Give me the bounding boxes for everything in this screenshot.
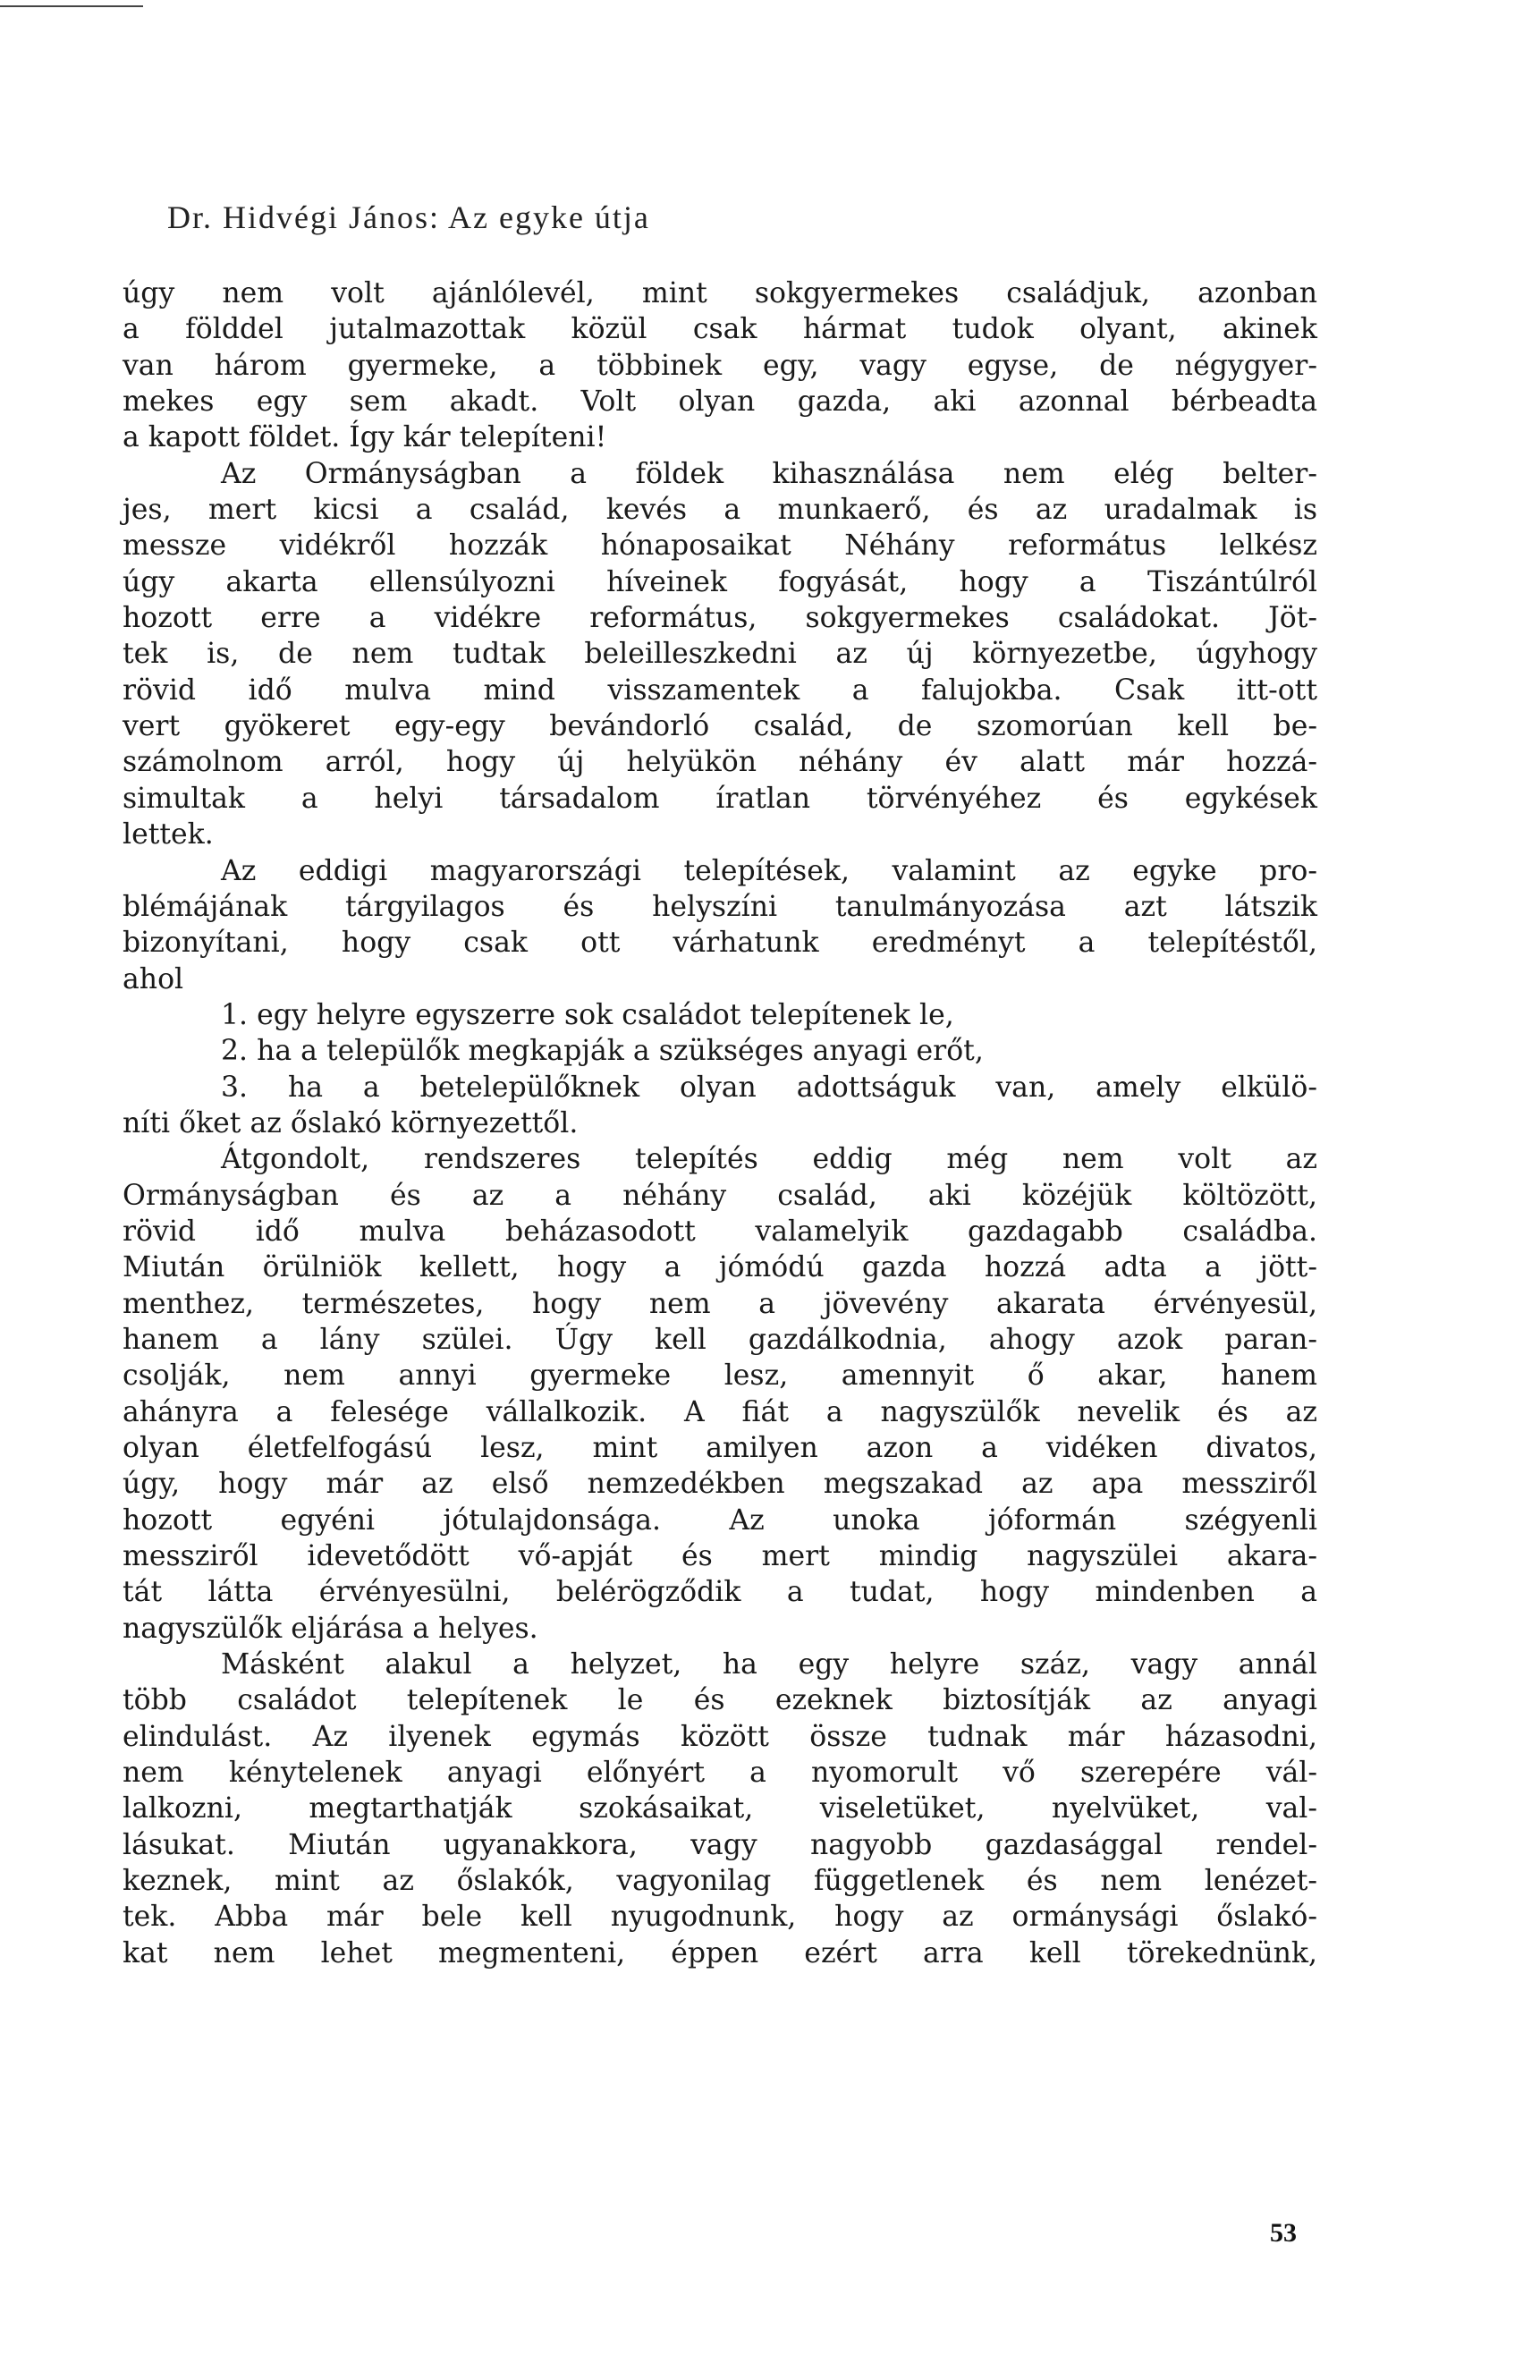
text-line: 3. ha a betelepülőknek olyan adottságuk van, amely elkülö-	[221, 1071, 1317, 1104]
text-line: rövid idő mulva mind visszamentek a falujokba. Csak itt-ott	[123, 673, 1317, 707]
text-line: Miután örülniök kellett, hogy a jómódú gazda hozzá adta a jött-	[123, 1251, 1317, 1284]
top-rule	[0, 5, 143, 7]
running-header: Dr. Hidvégi János: Az egyke útja	[167, 199, 650, 235]
text-line: Az eddigi magyarországi telepítések, valamint az egyke pro-	[221, 854, 1317, 887]
text-line: Ormányságban és az a néhány család, aki közéjük költözött,	[123, 1179, 1317, 1212]
text-line: úgy akarta ellensúlyozni híveinek fogyását, hogy a Tiszántúlról	[123, 565, 1317, 598]
text-line: nem kénytelenek anyagi előnyért a nyomorult vő szerepére vál-	[123, 1757, 1317, 1790]
text-line: Átgondolt, rendszeres telepítés eddig még nem volt az	[221, 1143, 1317, 1176]
text-line: olyan életfelfogású lesz, mint amilyen azon a vidéken divatos,	[123, 1432, 1317, 1464]
text-line: mekes egy sem akadt. Volt olyan gazda, aki azonnal bérbeadta	[123, 385, 1317, 419]
text-line: több családot telepítenek le és ezeknek biztosítják az anyagi	[123, 1684, 1317, 1717]
text-line: elindulást. Az ilyenek egymás között össze tudnak már házasodni,	[123, 1720, 1317, 1753]
text-line: hozott erre a vidékre református, sokgyermekes családokat. Jöt-	[123, 602, 1317, 635]
text-line: rövid idő mulva beházasodott valamelyik gazdagabb családba.	[123, 1215, 1317, 1248]
text-line: blémájának tárgyilagos és helyszíni tanulmányozása azt látszik	[123, 890, 1317, 923]
text-line: ahol	[123, 962, 184, 995]
text-line: messze vidékről hozzák hónaposaikat Néhány református lelkész	[123, 529, 1317, 563]
text-line: Az Ormányságban a földek kihasználása nem elég belter-	[221, 457, 1317, 490]
text-line: níti őket az őslakó környezettől.	[123, 1106, 579, 1139]
text-line: menthez, természetes, hogy nem a jövevény akarata érvényesül,	[123, 1287, 1317, 1320]
text-line: tek. Abba már bele kell nyugodnunk, hogy az ormánysági őslakó-	[123, 1901, 1317, 1934]
text-line: bizonyítani, hogy csak ott várhatunk eredményt a telepítéstől,	[123, 927, 1317, 960]
text-line: simultak a helyi társadalom íratlan törvényéhez és egykések	[123, 782, 1317, 815]
text-line: Másként alakul a helyzet, ha egy helyre száz, vagy annál	[221, 1648, 1317, 1681]
body-text	[123, 275, 1317, 1971]
text-line: úgy nem volt ajánlólevél, mint sokgyermekes családjuk, azonban	[123, 277, 1317, 309]
text-line: jes, mert kicsi a család, kevés a munkaerő, és az uradalmak is	[123, 494, 1317, 527]
text-line: a földdel jutalmazottak közül csak hármat tudok olyant, akinek	[123, 313, 1317, 346]
text-line: 2. ha a települők megkapják a szükséges anyagi erőt,	[221, 1035, 984, 1068]
text-line: lalkozni, megtarthatják szokásaikat, viseletüket, nyelvüket, val-	[123, 1792, 1317, 1825]
text-line: 1. egy helyre egyszerre sok családot telepítenek le,	[221, 998, 954, 1031]
text-line: csolják, nem annyi gyermeke lesz, amennyit ő akar, hanem	[123, 1359, 1317, 1393]
text-line: tát látta érvényesülni, belérögződik a tudat, hogy mindenben a	[123, 1576, 1317, 1609]
text-line: keznek, mint az őslakók, vagyonilag függetlenek és nem lenézet-	[123, 1865, 1317, 1898]
text-line: vert gyökeret egy-egy bevándorló család, de szomorúan kell be-	[123, 710, 1317, 743]
text-line: messziről idevetődött vő-apját és mert mindig nagyszülei akara-	[123, 1540, 1317, 1573]
text-line: van három gyermeke, a többinek egy, vagy egyse, de négygyer-	[123, 349, 1317, 382]
page-number: 53	[1270, 2218, 1297, 2248]
text-line: úgy, hogy már az első nemzedékben megszakad az apa messziről	[123, 1468, 1317, 1501]
text-line: tek is, de nem tudtak beleilleszkedni az új környezetbe, úgyhogy	[123, 638, 1317, 671]
text-line: a kapott földet. Így kár telepíteni!	[123, 421, 607, 454]
text-line: kat nem lehet megmenteni, éppen ezért arra kell törekednünk,	[123, 1936, 1317, 1969]
text-line: lettek.	[123, 818, 214, 851]
text-line: lásukat. Miután ugyanakkora, vagy nagyobb gazdasággal rendel-	[123, 1828, 1317, 1861]
text-line: hozott egyéni jótulajdonsága. Az unoka jóformán szégyenli	[123, 1503, 1317, 1537]
text-line: hanem a lány szülei. Úgy kell gazdálkodnia, ahogy azok paran-	[123, 1323, 1317, 1356]
text-line: ahányra a felesége vállalkozik. A fiát a nagyszülők nevelik és az	[123, 1395, 1317, 1428]
text-line: nagyszülők eljárása a helyes.	[123, 1612, 538, 1645]
text-line: számolnom arról, hogy új helyükön néhány év alatt már hozzá-	[123, 746, 1317, 779]
